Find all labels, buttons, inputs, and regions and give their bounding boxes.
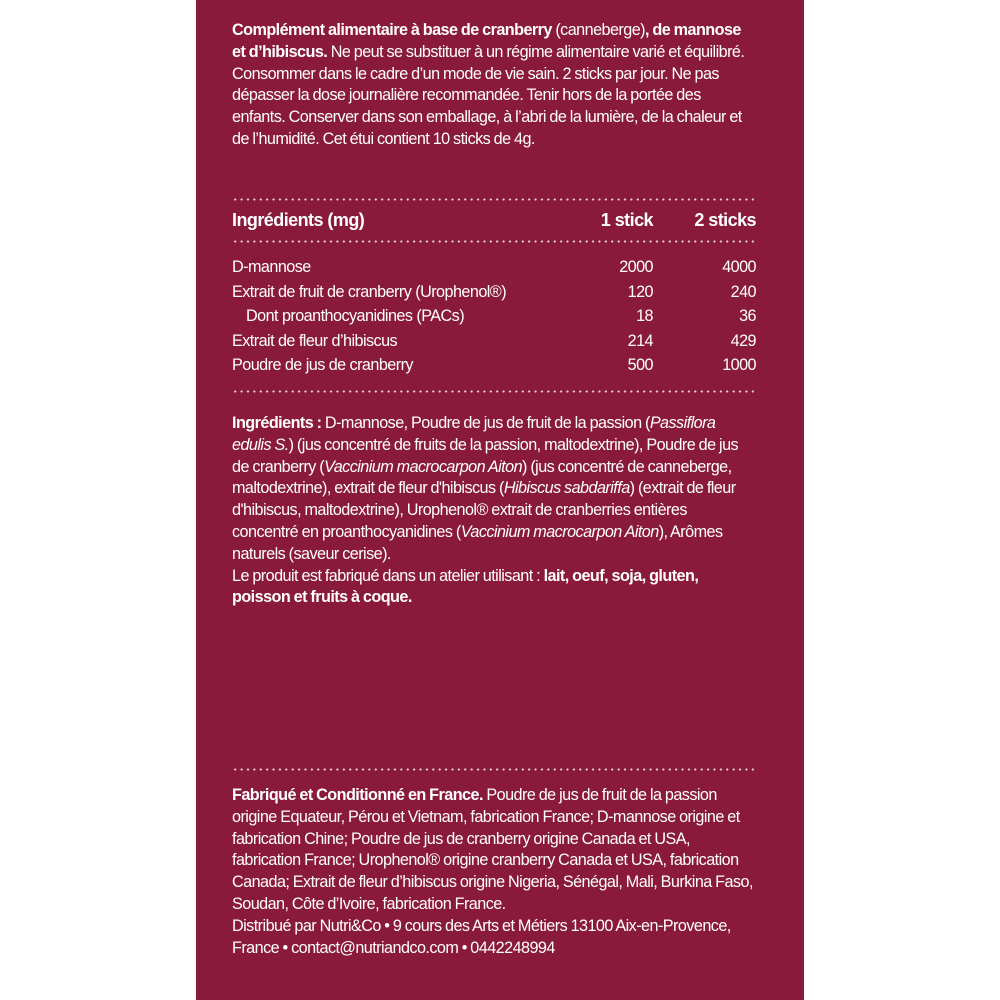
- header-1-stick: 1 stick: [600, 210, 653, 230]
- latin-name: Vaccinium macrocarpon Aiton: [460, 522, 659, 541]
- header-2-sticks: 2 sticks: [694, 210, 756, 230]
- ingredients-table-body: [232, 255, 756, 378]
- table-row: [232, 329, 756, 354]
- origin-text: Poudre de jus de fruit de la passion origine Equateur, Pérou et Vietnam, fabrication France; D-mannose origine et fabrication Chine; Poudre de jus de cranberry origine Canada et USA, fabrication France; Urophenol® origine cranberry Canada et USA, fabrication Canada; Extrait de fleur d’hibiscus origine Nigeria, Sénégal, Mali, Burkina Faso, Soudan, Côte d’Ivoire, fabrication France.: [232, 786, 753, 913]
- header-ingredients: Ingrédients (mg): [232, 210, 365, 230]
- intro-bold-2: , de mannose et d’hibiscus.: [232, 21, 741, 61]
- row-name: Dont proanthocyanidines (PACs): [246, 307, 465, 325]
- row-two-sticks: 429: [730, 331, 756, 350]
- table-row: [232, 304, 756, 329]
- table-row: [232, 255, 756, 280]
- allergen-intro: Le produit est fabriqué dans un atelier utilisant :: [232, 566, 544, 585]
- row-name: Poudre de jus de cranberry: [232, 356, 413, 374]
- latin-name: Hibiscus sabdariffa: [503, 479, 630, 498]
- row-name: Extrait de fruit de cranberry (Urophenol®): [232, 282, 507, 301]
- latin-name: Passiflora edulis S.: [232, 414, 716, 454]
- ingredients-label: Ingrédients :: [232, 414, 322, 432]
- dotted-divider: [232, 390, 756, 393]
- row-two-sticks: 1000: [722, 356, 756, 374]
- dotted-divider: [232, 198, 756, 201]
- row-one-stick: 18: [636, 307, 653, 325]
- intro-normal-1: (canneberge): [551, 21, 646, 39]
- row-one-stick: 120: [627, 282, 653, 301]
- row-one-stick: 2000: [619, 258, 653, 276]
- ingredients-table: [232, 208, 756, 233]
- row-one-stick: 500: [627, 356, 653, 374]
- ingredients-text: ) (jus concentré de fruits de la passion, maltodextrine), Poudre de jus de cranberry (: [232, 435, 739, 476]
- ingredients-paragraph: [232, 413, 756, 609]
- ingredients-text: ) (jus concentré de canneberge, maltodextrine), extrait de fleur d'hibiscus (: [232, 457, 732, 498]
- table-row: [232, 353, 756, 378]
- latin-name: Vaccinium macrocarpon Aiton: [324, 457, 523, 476]
- origin-paragraph: [232, 785, 756, 959]
- ingredients-table-body-wrapper: [232, 255, 756, 378]
- allergen-list: lait, oeuf, soja, gluten, poisson et fruits à coque.: [232, 566, 699, 607]
- row-name: Extrait de fleur d’hibiscus: [232, 331, 398, 350]
- row-two-sticks: 240: [730, 282, 756, 301]
- origin-bold: Fabriqué et Conditionné en France.: [232, 786, 483, 804]
- distributor-info: Distribué par Nutri&Co • 9 cours des Arts et Métiers 13100 Aix-en-Provence, France • contact@nutriandco.com • 0442248994: [232, 916, 731, 957]
- dotted-divider: [232, 240, 756, 243]
- row-name: D-mannose: [232, 258, 311, 276]
- dotted-divider: [232, 768, 756, 771]
- product-label-panel: [196, 0, 804, 1000]
- row-two-sticks: 4000: [722, 258, 756, 276]
- row-one-stick: 214: [627, 331, 653, 350]
- row-two-sticks: 36: [739, 307, 756, 325]
- intro-bold-1: Complément alimentaire à base de cranberry: [232, 21, 552, 39]
- ingredients-text: D-mannose, Poudre de jus de fruit de la passion (: [321, 414, 650, 432]
- intro-normal-2: Ne peut se substituer à un régime alimentaire varié et équilibré. Consommer dans le cadre d’un mode de vie sain. 2 sticks par jour. Ne pas dépasser la dose journalière recommandée. Tenir hors de la portée des enfants. Conserver dans son emballage, à l’abri de la lumière, de la chaleur et de l’humidité. Cet étui contient 10 sticks de 4g.: [232, 42, 745, 148]
- ingredients-text: ) (extrait de fleur d'hibiscus, maltodextrine), Urophenol® extrait de cranberries entières concentré en proanthocyanidines (: [232, 479, 736, 541]
- ingredients-table-wrapper: [232, 208, 756, 233]
- table-row: [232, 280, 756, 305]
- ingredients-text: ), Arômes naturels (saveur cerise).: [232, 522, 723, 563]
- intro-paragraph: [232, 20, 756, 151]
- table-header-row: [232, 208, 756, 233]
